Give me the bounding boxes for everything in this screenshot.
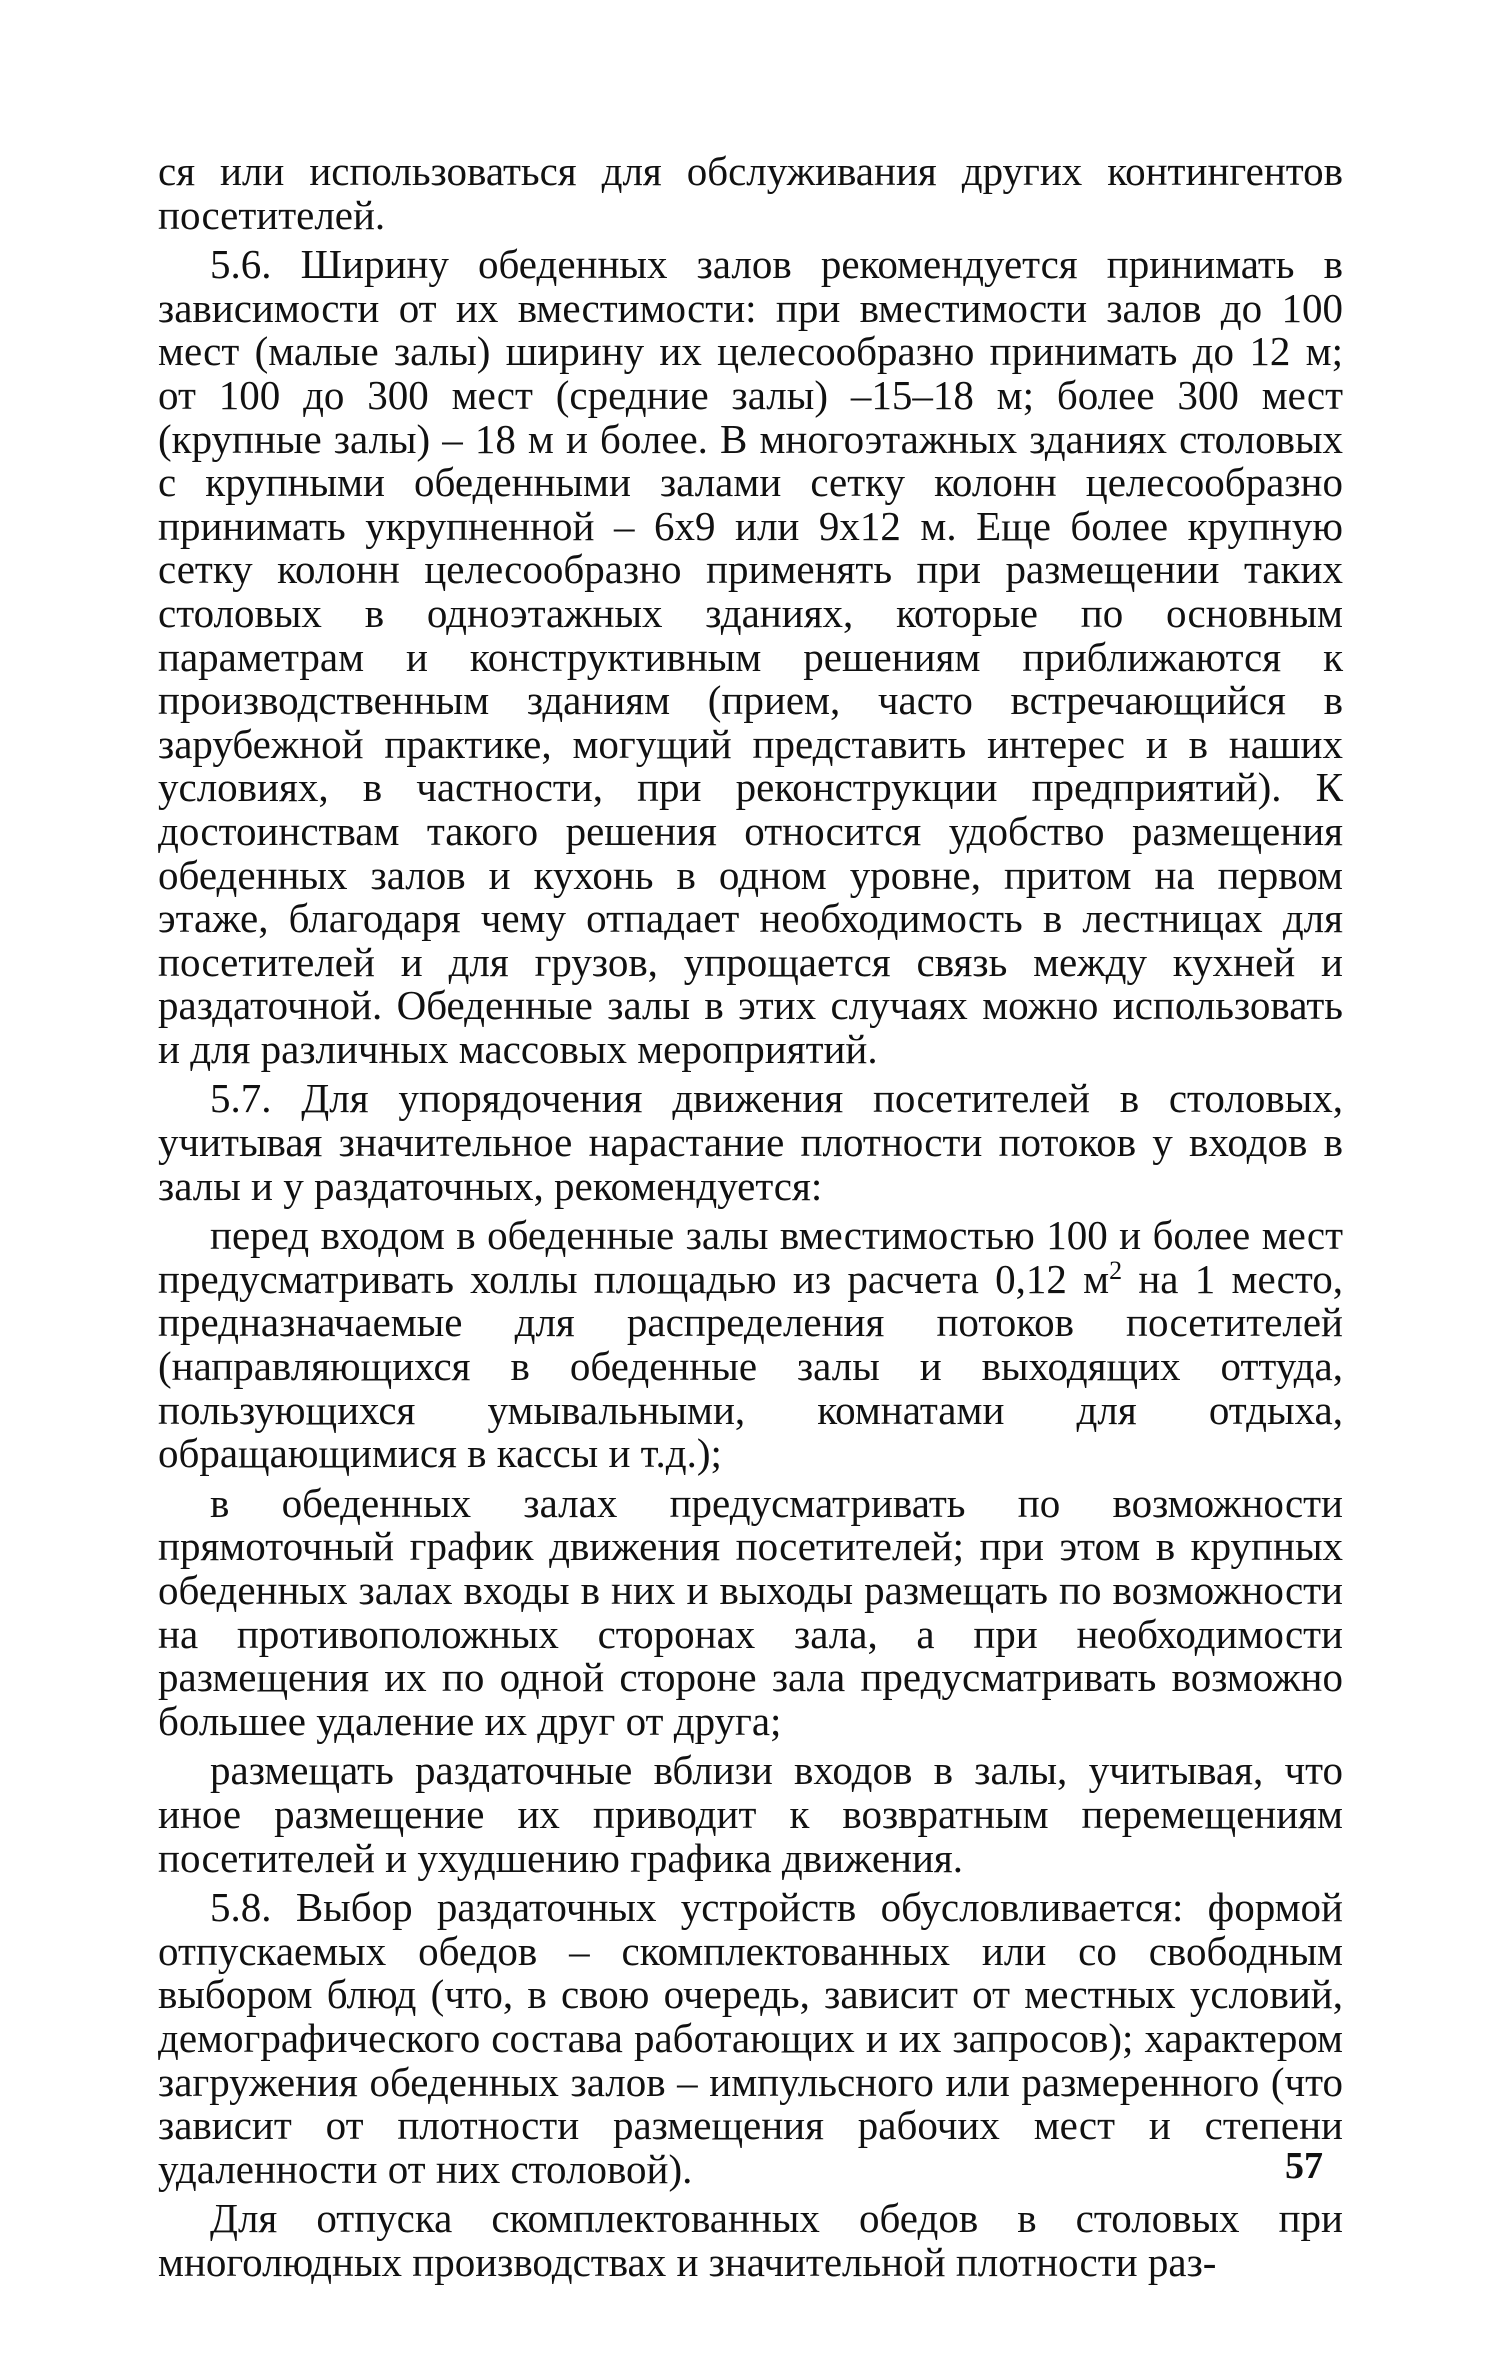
paragraph-halls <box>158 1214 1343 1476</box>
paragraph-final <box>158 2197 1343 2284</box>
paragraph-text: в обеденных залах предусматривать по возможности прямоточный график движения посетителей; при этом в крупных обеденных залах входы в них и выходы размещать по возможности на противоположных сторонах зала, а при необходимости размещения их по одной стороне зала предусматривать возможно большее удаление их друг от друга; <box>158 1479 1343 1744</box>
paragraph-5-8 <box>158 1886 1343 2191</box>
section-number: 5.6. <box>210 241 272 288</box>
paragraph-text: перед входом в обеденные залы вместимостью 100 и более мест предусматривать холлы площадью из расчета 0,12 м <box>158 1212 1343 1302</box>
paragraph-5-6 <box>158 243 1343 1071</box>
paragraph-text: размещать раздаточные вблизи входов в залы, учитывая, что иное размещение их приводит к возвратным перемещениям посетителей и ухудшению графика движения. <box>158 1747 1343 1881</box>
paragraph-continuation <box>158 150 1343 237</box>
paragraph-text: Ширину обеденных залов рекомендуется принимать в зависимости от их вместимости: при вместимости залов до 100 мест (малые залы) ширину их целесообразно принимать до 12 м; от 100 до 300 мест (средние залы) –15–18 м; более 300 мест (крупные залы) – 18 м и более. В многоэтажных зданиях столовых с крупными обеденными залами сетку колонн целесообразно принимать укрупненной – 6х9 или 9х12 м. Еще более крупную сетку колонн целесообразно применять при размещении таких столовых в одноэтажных зданиях, которые по основным параметрам и конструктивным решениям приближаются к производственным зданиям (прием, часто встречающийся в зарубежной практике, могущий представить интерес и в наших условиях, в частности, при реконструкции предприятий). К достоинствам такого решения относится удобство размещения обеденных залов и кухонь в одном уровне, притом на первом этаже, благодаря чему отпадает необходимость в лестницах для посетителей и для грузов, упрощается связь между кухней и раздаточной. Обеденные залы в этих случаях можно использовать и для различных массовых мероприятий. <box>158 241 1343 1072</box>
paragraph-text: на 1 место, предназначаемые для распределения потоков посетителей (направляющихся в обеденные залы и выходящих оттуда, пользующихся умывальными, комнатами для отдыха, обращающимися в кассы и т.д.); <box>158 1255 1343 1477</box>
paragraph-text: Для упорядочения движения посетителей в столовых, учитывая значительное нарастание плотности потоков у входов в залы и у раздаточных, рекомендуется: <box>158 1075 1344 1209</box>
paragraph-serving <box>158 1749 1343 1880</box>
superscript: 2 <box>1109 1255 1123 1285</box>
paragraph-text: Для отпуска скомплектованных обедов в столовых при многолюдных производствах и значительной плотности раз- <box>158 2195 1343 2285</box>
section-number: 5.8. <box>210 1884 272 1931</box>
paragraph-text: Выбор раздаточных устройств обусловливается: формой отпускаемых обедов – скомплектованных или со свободным выбором блюд (что, в свою очередь, зависит от местных условий, демографического состава работающих и их запросов); характером загружения обеденных залов – импульсного или размеренного (что зависит от плотности размещения рабочих мест и степени удаленности от них столовой). <box>158 1884 1343 2192</box>
document-page <box>158 150 1343 2291</box>
page-number: 57 <box>1285 2145 1323 2187</box>
paragraph-text: ся или использоваться для обслуживания других контингентов посетителей. <box>158 148 1343 238</box>
paragraph-5-7 <box>158 1077 1343 1208</box>
paragraph-flow <box>158 1479 1343 1744</box>
section-number: 5.7. <box>210 1075 272 1122</box>
